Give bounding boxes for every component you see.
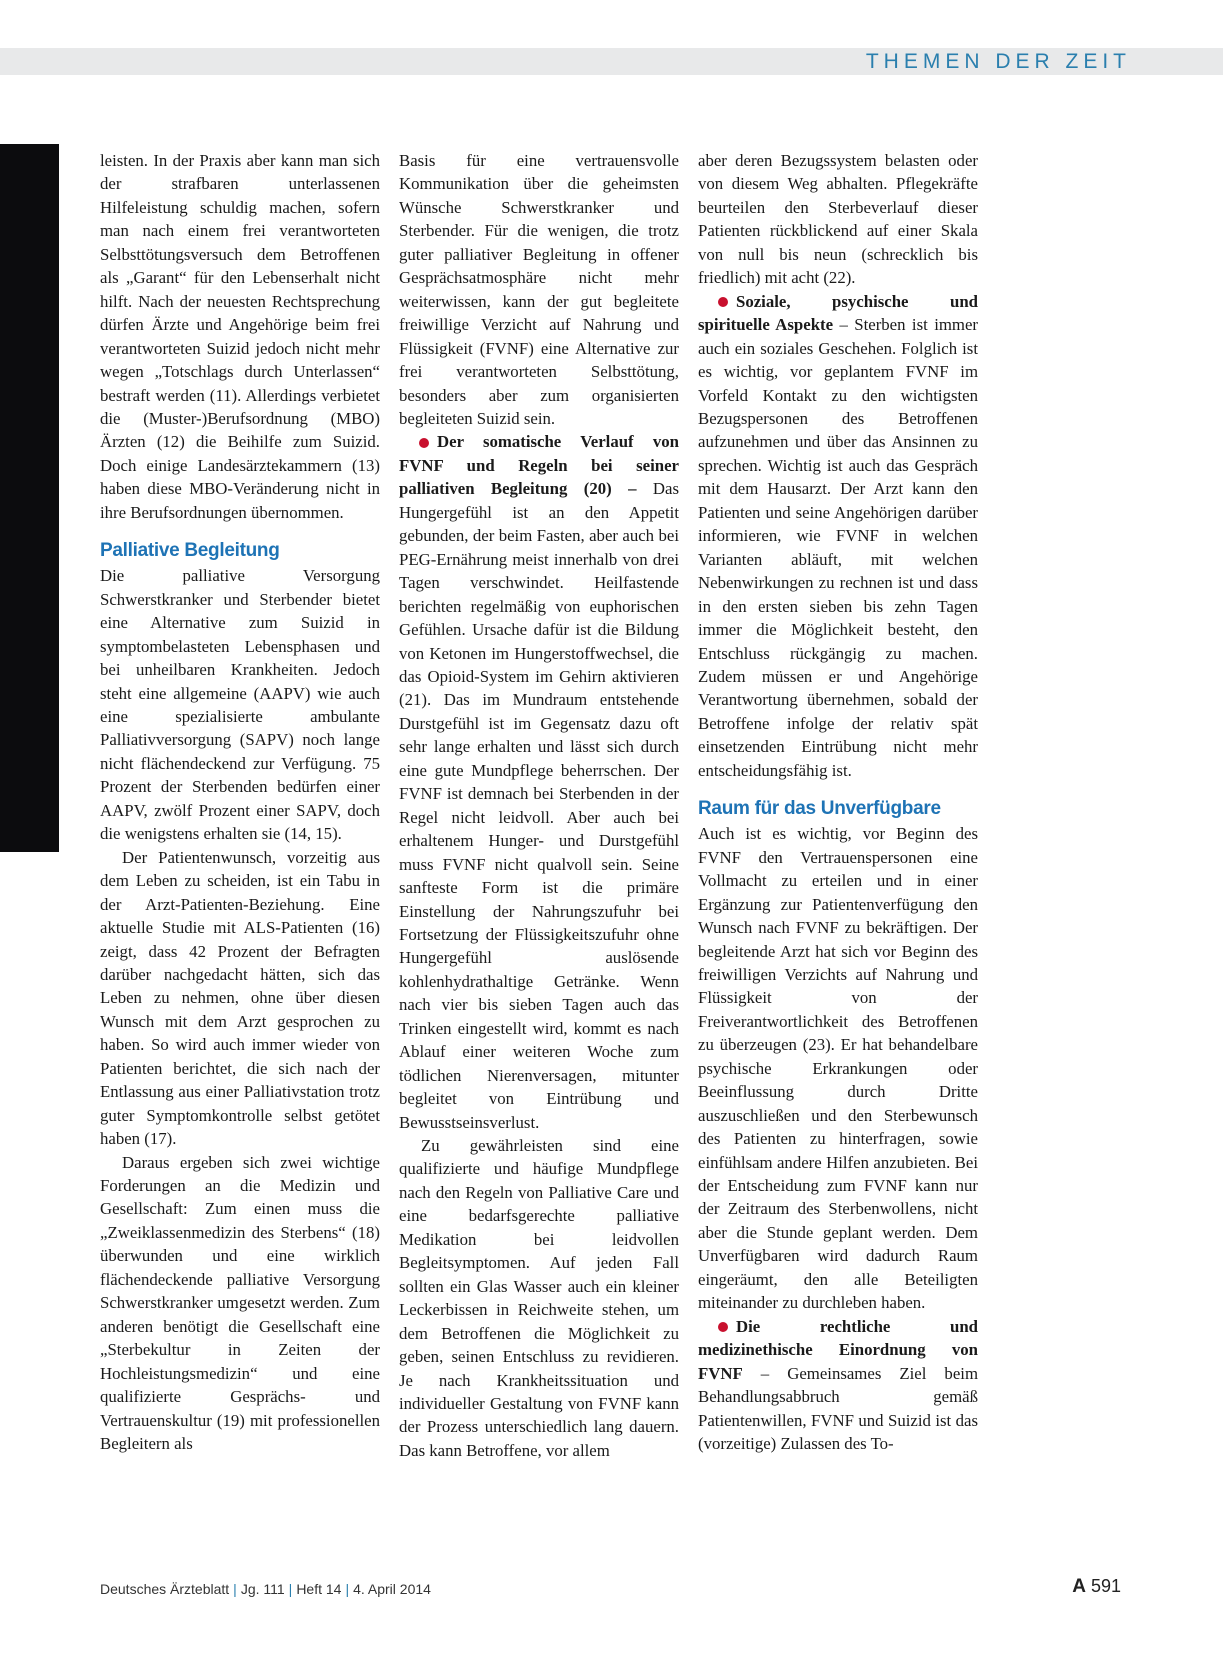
- page-number-value: 591: [1090, 1576, 1121, 1596]
- article-column-2: [399, 149, 679, 1462]
- journal-name: Deutsches Ärzteblatt: [100, 1581, 230, 1597]
- issue-date: 4. April 2014: [353, 1581, 431, 1597]
- bullet-text: Das Hungergefühl ist an den Appetit gebunden, der beim Fasten, aber auch bei PEG-Ernährung meist innerhalb von drei Tagen verschwindet. Heilfastende berichten regelmäßig von euphorischen Gefühlen. Ursache dafür ist die Bildung von Ketonen im Hungerstoffwechsel, die das Opioid-System im Gehirn aktivieren (21). Das im Mundraum entstehende Durstgefühl ist im Gegensatz dazu oft sehr lange erhalten und lässt sich durch eine gute Mundpflege beherrschen. Der FVNF ist demnach bei Sterbenden in der Regel nicht leidvoll. Aber auch bei erhaltenem Hunger- und Durstgefühl muss FVNF nicht qualvoll sein. Seine sanfteste Form ist die primäre Einstellung der Nahrungszufuhr bei Fortsetzung der Flüssigkeitszufuhr ohne Hungergefühl auslösende kohlenhydrathaltige Getränke. Wenn nach vier bis sieben Tagen auch das Trinken eingestellt wird, kommt es nach Ablauf einer weiteren Woche zum tödlichen Nierenversagen, mitunter begleitet von Eintrübung und Bewusstseinsverlust.: [399, 479, 679, 1132]
- paragraph: Zu gewährleisten sind eine qualifizierte und häufige Mundpflege nach den Regeln von Palliative Care und eine bedarfsgerechte palliative Medikation bei leidvollen Begleitsymptomen. Auf jeden Fall sollten ein Glas Wasser auch ein kleiner Leckerbissen in Reichweite stehen, um dem Betroffenen die Möglichkeit zu geben, seinen Entschluss zu revidieren. Je nach Krankheitssituation und individueller Gestaltung von FVNF kann der Prozess unterschiedlich lang dauern. Das kann Betroffene, vor allem: [399, 1136, 679, 1460]
- volume: Jg. 111: [240, 1581, 285, 1597]
- side-image-strip: [0, 144, 59, 852]
- bullet-title: Soziale, psychische und spirituelle Aspekte: [698, 291, 978, 335]
- bullet-paragraph: [399, 430, 679, 1134]
- article-column-3: [698, 149, 978, 1455]
- issue: Heft 14: [296, 1581, 342, 1597]
- section-heading: Palliative Begleitung: [100, 540, 280, 562]
- bullet-text: – Sterben ist immer auch ein soziales Geschehen. Folglich ist es wichtig, vor geplantem FVNF im Vorfeld Kontakt zu den wichtigsten Bezugspersonen des Betroffenen aufzunehmen und über das Ansinnen zu sprechen. Wichtig ist auch das Gespräch mit dem Hausarzt. Der Arzt kann den Patienten und seine Angehörigen darüber informieren, wie FVNF in welchen Varianten abläuft, mit welchen Nebenwirkungen zu rechnen ist und dass in den ersten sieben bis zehn Tagen immer die Möglichkeit besteht, den Entschluss rückgängig zu machen. Zudem müssen er und Angehörige Verantwortung übernehmen, sobald der Betroffene infolge der relativ spät einsetzenden Eintrübung nicht mehr entscheidungsfähig ist.: [698, 315, 978, 780]
- paragraph: Daraus ergeben sich zwei wichtige Forderungen an die Medizin und Gesellschaft: Zum einen muss die „Zweiklassenmedizin des Sterbens“ (18) überwunden und eine wirklich flächendeckende palliative Versorgung Schwerstkranker umgesetzt werden. Zum anderen benötigt die Gesellschaft eine „Sterbekultur in Zeiten der Hochleistungsmedizin“ und eine qualifizierte Gesprächs- und Vertrauenskultur (19) mit professionellen Begleitern als: [100, 1152, 380, 1454]
- bullet-icon: [419, 438, 429, 448]
- paragraph: aber deren Bezugssystem belasten oder von diesem Weg abhalten. Pflegekräfte beurteilen den Sterbeverlauf dieser Patienten rückblickend auf einer Skala von null bis neun (schrecklich bis friedlich) mit acht (22).: [698, 151, 978, 288]
- section-heading: Raum für das Unverfügbare: [698, 798, 941, 820]
- bullet-icon: [718, 1322, 728, 1332]
- bullet-icon: [718, 297, 728, 307]
- paragraph: Auch ist es wichtig, vor Beginn des FVNF den Vertrauenspersonen eine Vollmacht zu erteilen und in einer Ergänzung zur Patientenverfügung den Wunsch nach FVNF zu bekräftigen. Der begleitende Arzt hat sich vor Beginn des freiwilligen Verzichts auf Nahrung und Flüssigkeit von der Freiverantwortlichkeit des Betroffenen zu überzeugen (23). Er hat behandelbare psychische Erkrankungen oder Beeinflussung durch Dritte auszuschließen und den Sterbewunsch des Patienten zu hinterfragen, sowie einfühlsam andere Hilfen anzubieten. Bei der Entscheidung zum FVNF kann nur der Zeitraum des Sterbenwollens, nicht aber die Stunde geplant werden. Dem Unverfügbaren wird dadurch Raum eingeräumt, den alle Beteiligten miteinander zu durchleben haben.: [698, 824, 978, 1313]
- paragraph: Basis für eine vertrauensvolle Kommunikation über die geheimsten Wünsche Schwerstkranker und Sterbender. Für die wenigen, die trotz guter palliativer Begleitung in offener Gesprächsatmosphäre nicht mehr weiterwissen, kann der gut begleitete freiwillige Verzicht auf Nahrung und Flüssigkeit (FVNF) eine Alternative zur frei verantworteten Selbsttötung, besonders aber zum organisierten begleiteten Suizid sein.: [399, 151, 679, 428]
- page-prefix: A: [1072, 1576, 1086, 1597]
- paragraph: leisten. In der Praxis aber kann man sich der strafbaren unterlassenen Hilfeleistung schuldig machen, sofern man nach einem frei verantworteten Selbsttötungsversuch dem Betroffenen als „Garant“ für den Lebenserhalt nicht hilft. Nach der neuesten Rechtsprechung dürfen Ärzte und Angehörige beim frei verantworteten Suizid jedoch nicht mehr wegen „Totschlags durch Unterlassen“ bestraft werden (11). Allerdings verbietet die (Muster-)Berufsordnung (MBO) Ärzten (12) die Beihilfe zum Suizid. Doch einige Landesärztekammern (13) haben diese MBO-Veränderung nicht in ihre Berufsordnungen übernommen.: [100, 151, 380, 522]
- bullet-title: Der somatische Verlauf von FVNF und Regeln bei seiner palliativen Begleitung (20) –: [399, 432, 679, 499]
- bullet-text: – Gemeinsames Ziel beim Behandlungsabbruch gemäß Patientenwillen, FVNF und Suizid ist das (vorzeitige) Zulassen des To-: [698, 1363, 978, 1454]
- paragraph: Der Patientenwunsch, vorzeitig aus dem Leben zu scheiden, ist ein Tabu in der Arzt-Patienten-Beziehung. Eine aktuelle Studie mit ALS-Patienten (16) zeigt, dass 42 Prozent der Befragten darüber nachgedacht hätten, sich das Leben zu nehmen, ohne über diesen Wunsch mit dem Arzt gesprochen zu haben. So wird auch immer wieder von Patienten berichtet, die sich nach der Entlassung aus einer Palliativstation trotz guter Symptomkontrolle selbst getötet haben (17).: [100, 847, 380, 1149]
- bullet-title: Die rechtliche und medizinethische Einordnung von FVNF: [698, 1316, 978, 1383]
- bullet-paragraph: [698, 1315, 978, 1456]
- article-column-1: [100, 149, 380, 1455]
- page-number: [1072, 1576, 1121, 1598]
- paragraph: Die palliative Versorgung Schwerstkranker und Sterbender bietet eine Alternative zum Suizid in symptombelasteten Lebensphasen und bei unheilbaren Krankheiten. Jedoch steht eine allgemeine (AAPV) wie auch eine spezialisierte ambulante Palliativversorgung (SAPV) noch lange nicht flächendeckend zur Verfügung. 75 Prozent der Sterbenden bedürfen einer AAPV, zwölf Prozent einer SAPV, doch die wenigstens erhalten sie (14, 15).: [100, 566, 380, 844]
- section-title: THEMEN DER ZEIT: [865, 50, 1131, 73]
- footer-citation: Deutsches Ärzteblatt | Jg. 111 | Heft 14 | 4. April 2014: [100, 1581, 431, 1597]
- bullet-paragraph: [698, 290, 978, 783]
